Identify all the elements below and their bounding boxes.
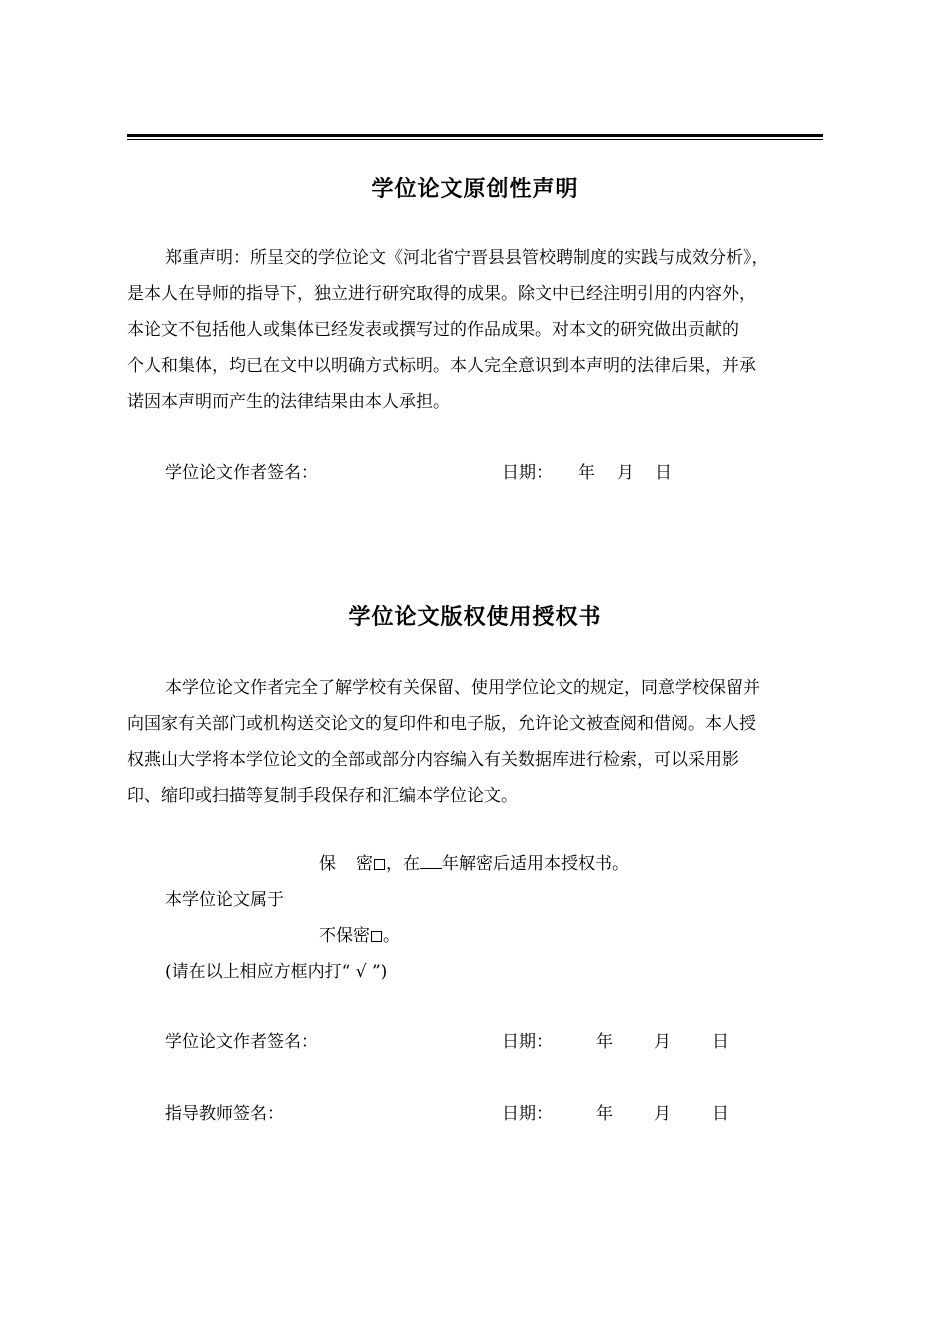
paragraph-line: 向国家有关部门或机构送交论文的复印件和电子版，允许论文被查阅和借阅。本人授 — [127, 714, 756, 734]
not-secret-label: 不保密 — [319, 926, 370, 946]
date-label-2: 日期： — [502, 1032, 553, 1052]
paragraph-line: 本论文不包括他人或集体已经发表或撰写过的作品成果。对本文的研究做出贡献的 — [127, 320, 739, 340]
not-secret-checkbox[interactable] — [371, 931, 382, 942]
author-signature-label-2: 学位论文作者签名： — [165, 1032, 318, 1052]
secret-option-a: 保 — [319, 854, 336, 874]
not-secret-tail: 。 — [383, 926, 400, 946]
month-label-3: 月 — [654, 1104, 671, 1124]
copyright-authorization-title: 学位论文版权使用授权书 — [348, 605, 602, 630]
date-label-3: 日期： — [502, 1104, 553, 1124]
top-thin-rule — [127, 139, 823, 140]
date-label-1: 日期： — [502, 463, 553, 483]
paragraph-line: 郑重声明：所呈交的学位论文《河北省宁晋县县管校聘制度的实践与成效分析》， — [165, 248, 769, 268]
supervisor-signature-label: 指导教师签名： — [165, 1104, 284, 1124]
secret-option-line — [319, 852, 629, 876]
paragraph-line: 权燕山大学将本学位论文的全部或部分内容编入有关数据库进行检索，可以采用影 — [127, 750, 739, 770]
secret-option-after-box: ，在 — [386, 854, 420, 874]
originality-statement-title: 学位论文原创性声明 — [371, 177, 579, 202]
secret-checkbox[interactable] — [374, 859, 385, 870]
year-label-2: 年 — [596, 1032, 613, 1052]
year-label-3: 年 — [596, 1104, 613, 1124]
paragraph-line: 个人和集体，均已在文中以明确方式标明。本人完全意识到本声明的法律后果，并承 — [127, 356, 756, 376]
author-signature-label-1: 学位论文作者签名： — [165, 463, 318, 483]
decrypt-years-blank[interactable] — [420, 854, 442, 869]
month-label-1: 月 — [617, 463, 634, 483]
secret-option-tail: 年解密后适用本授权书。 — [442, 854, 629, 874]
checkmark-instruction: (请在以上相应方框内打“ √ ”) — [165, 962, 388, 982]
belongs-label: 本学位论文属于 — [165, 890, 284, 910]
top-thick-rule — [127, 134, 823, 137]
originality-statement-paragraph — [127, 240, 827, 420]
month-label-2: 月 — [654, 1032, 671, 1052]
paragraph-line: 本学位论文作者完全了解学校有关保留、使用学位论文的规定，同意学校保留并 — [165, 678, 760, 698]
paragraph-line: 是本人在导师的指导下，独立进行研究取得的成果。除文中已经注明引用的内容外， — [127, 284, 756, 304]
not-secret-option-line — [319, 924, 400, 948]
secret-option-b: 密 — [356, 854, 373, 874]
paragraph-line: 诺因本声明而产生的法律结果由本人承担。 — [127, 392, 450, 412]
paragraph-line: 印、缩印或扫描等复制手段保存和汇编本学位论文。 — [127, 786, 518, 806]
day-label-3: 日 — [712, 1104, 729, 1124]
day-label-1: 日 — [655, 463, 672, 483]
copyright-authorization-paragraph — [127, 670, 827, 814]
day-label-2: 日 — [712, 1032, 729, 1052]
year-label-1: 年 — [578, 463, 595, 483]
